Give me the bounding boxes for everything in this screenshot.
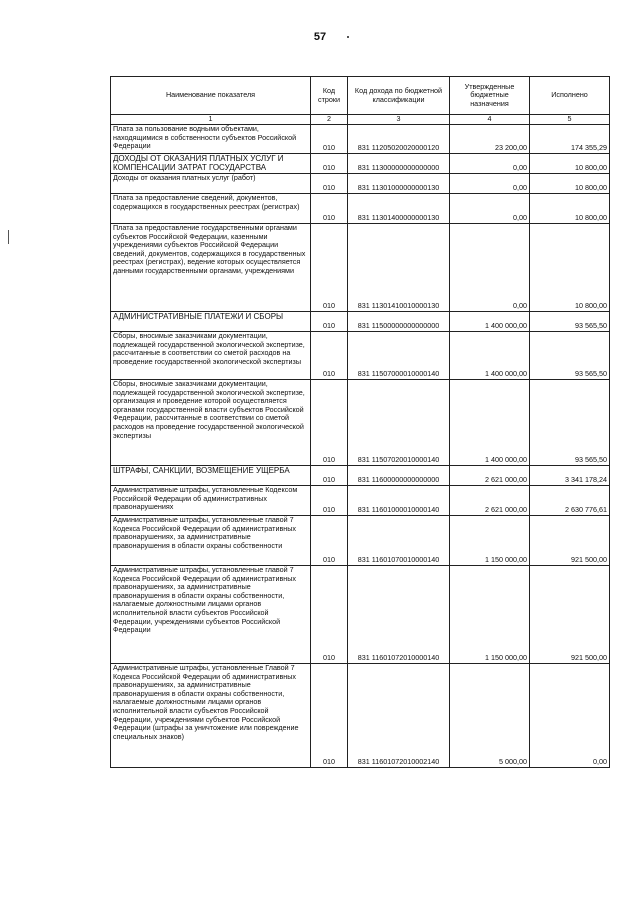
row-code: 010 [311, 174, 348, 194]
row-executed: 921 500,00 [530, 516, 610, 566]
row-approved: 23 200,00 [450, 125, 530, 154]
table-row [111, 194, 610, 224]
row-approved: 0,00 [450, 174, 530, 194]
table-row [111, 486, 610, 516]
row-executed: 10 800,00 [530, 174, 610, 194]
row-code: 010 [311, 224, 348, 312]
row-budget-code: 831 11601000010000140 [348, 486, 450, 516]
table-row [111, 466, 610, 486]
row-name: Административные штрафы, установленные главой 7 Кодекса Российской Федерации об административных правонарушениях, за административные правонарушения в области охраны собственности, налагаемые должностными лицами органов исполнительной власти субъектов Российской Федерации, учреждениями субъектов Российской Федерации [111, 566, 311, 664]
row-executed: 921 500,00 [530, 566, 610, 664]
table-row [111, 516, 610, 566]
table-row [111, 664, 610, 768]
row-code: 010 [311, 516, 348, 566]
row-executed: 10 800,00 [530, 194, 610, 224]
column-number: 1 [111, 115, 311, 125]
budget-report-table [110, 76, 610, 768]
row-name: Административные штрафы, установленные главой 7 Кодекса Российской Федерации об административных правонарушениях, за административные правонарушения в области охраны собственности [111, 516, 311, 566]
row-executed: 3 341 178,24 [530, 466, 610, 486]
row-executed: 2 630 776,61 [530, 486, 610, 516]
row-budget-code: 831 11300000000000000 [348, 154, 450, 174]
row-budget-code: 831 11500000000000000 [348, 312, 450, 332]
row-approved: 2 621 000,00 [450, 466, 530, 486]
table-row [111, 174, 610, 194]
row-code: 010 [311, 125, 348, 154]
row-code: 010 [311, 154, 348, 174]
column-number: 4 [450, 115, 530, 125]
row-code: 010 [311, 312, 348, 332]
table-row [111, 312, 610, 332]
table-row [111, 566, 610, 664]
row-name: Административные штрафы, установленные Кодексом Российской Федерации об административных правонарушениях [111, 486, 311, 516]
row-code: 010 [311, 466, 348, 486]
row-approved: 1 400 000,00 [450, 332, 530, 380]
row-budget-code: 831 11601070010000140 [348, 516, 450, 566]
header-row-code: Код строки [311, 77, 348, 115]
row-code: 010 [311, 566, 348, 664]
page-number: 57 [313, 31, 327, 43]
row-approved: 1 150 000,00 [450, 566, 530, 664]
row-name: Сборы, вносимые заказчиками документации, подлежащей государственной экологической экспертизе, организация и проведение которой осуществляется органами государственной власти субъектов Российской Федерации, рассчитанные в соответствии со сметой расходов на проведение государственной экологической экспертизы [111, 380, 311, 466]
row-budget-code: 831 11301000000000130 [348, 174, 450, 194]
row-budget-code: 831 11205020020000120 [348, 125, 450, 154]
column-number-row [111, 115, 610, 125]
table-row [111, 380, 610, 466]
row-budget-code: 831 11601072010002140 [348, 664, 450, 768]
header-executed: Исполнено [530, 77, 610, 115]
row-name: Плата за предоставление сведений, документов, содержащихся в государственных реестрах (регистрах) [111, 194, 311, 224]
row-name: АДМИНИСТРАТИВНЫЕ ПЛАТЕЖИ И СБОРЫ [111, 312, 311, 332]
table-row [111, 125, 610, 154]
table-header-row [111, 77, 610, 115]
row-approved: 5 000,00 [450, 664, 530, 768]
table-row [111, 332, 610, 380]
row-code: 010 [311, 380, 348, 466]
row-budget-code: 831 11301400000000130 [348, 194, 450, 224]
column-number: 5 [530, 115, 610, 125]
row-name: Плата за предоставление государственными органами субъектов Российской Федерации, казенными учреждениями субъектов Российской Федерации сведений, документов, содержащихся в государственных реестрах (регистрах), ведение которых осуществляется данными государственными органами, учреждениями [111, 224, 311, 312]
row-executed: 93 565,50 [530, 312, 610, 332]
scan-speck [347, 36, 349, 38]
header-budget-code: Код дохода по бюджетной классификации [348, 77, 450, 115]
header-name: Наименование показателя [111, 77, 311, 115]
row-approved: 2 621 000,00 [450, 486, 530, 516]
table-row [111, 154, 610, 174]
column-number: 3 [348, 115, 450, 125]
row-executed: 10 800,00 [530, 224, 610, 312]
row-code: 010 [311, 664, 348, 768]
row-executed: 93 565,50 [530, 380, 610, 466]
row-name: ДОХОДЫ ОТ ОКАЗАНИЯ ПЛАТНЫХ УСЛУГ И КОМПЕНСАЦИИ ЗАТРАТ ГОСУДАРСТВА [111, 154, 311, 174]
row-budget-code: 831 11601072010000140 [348, 566, 450, 664]
row-approved: 0,00 [450, 154, 530, 174]
row-approved: 0,00 [450, 224, 530, 312]
row-name: Плата за пользование водными объектами, находящимися в собственности субъектов Российской Федерации [111, 125, 311, 154]
row-approved: 1 400 000,00 [450, 312, 530, 332]
row-name: Доходы от оказания платных услуг (работ) [111, 174, 311, 194]
row-budget-code: 831 11301410010000130 [348, 224, 450, 312]
row-budget-code: 831 11507000010000140 [348, 332, 450, 380]
row-executed: 0,00 [530, 664, 610, 768]
row-approved: 1 400 000,00 [450, 380, 530, 466]
row-approved: 0,00 [450, 194, 530, 224]
row-name: ШТРАФЫ, САНКЦИИ, ВОЗМЕЩЕНИЕ УЩЕРБА [111, 466, 311, 486]
row-code: 010 [311, 332, 348, 380]
table-row [111, 224, 610, 312]
header-approved: Утвержденные бюджетные назначения [450, 77, 530, 115]
row-budget-code: 831 11507020010000140 [348, 380, 450, 466]
row-code: 010 [311, 194, 348, 224]
row-executed: 10 800,00 [530, 154, 610, 174]
row-name: Сборы, вносимые заказчиками документации, подлежащей государственной экологической экспертизе, рассчитанные в соответствии со сметой расходов на проведение государственной экологической экспертизы [111, 332, 311, 380]
row-budget-code: 831 11600000000000000 [348, 466, 450, 486]
row-executed: 174 355,29 [530, 125, 610, 154]
row-executed: 93 565,50 [530, 332, 610, 380]
row-approved: 1 150 000,00 [450, 516, 530, 566]
scan-speck [8, 230, 9, 244]
row-name: Административные штрафы, установленные Главой 7 Кодекса Российской Федерации об административных правонарушениях, за административные правонарушения в области охраны собственности, налагаемые должностными лицами органов исполнительной власти субъектов Российской Федерации, учреждениями субъектов Российской Федерации (штрафы за уничтожение или повреждение специальных знаков) [111, 664, 311, 768]
column-number: 2 [311, 115, 348, 125]
row-code: 010 [311, 486, 348, 516]
